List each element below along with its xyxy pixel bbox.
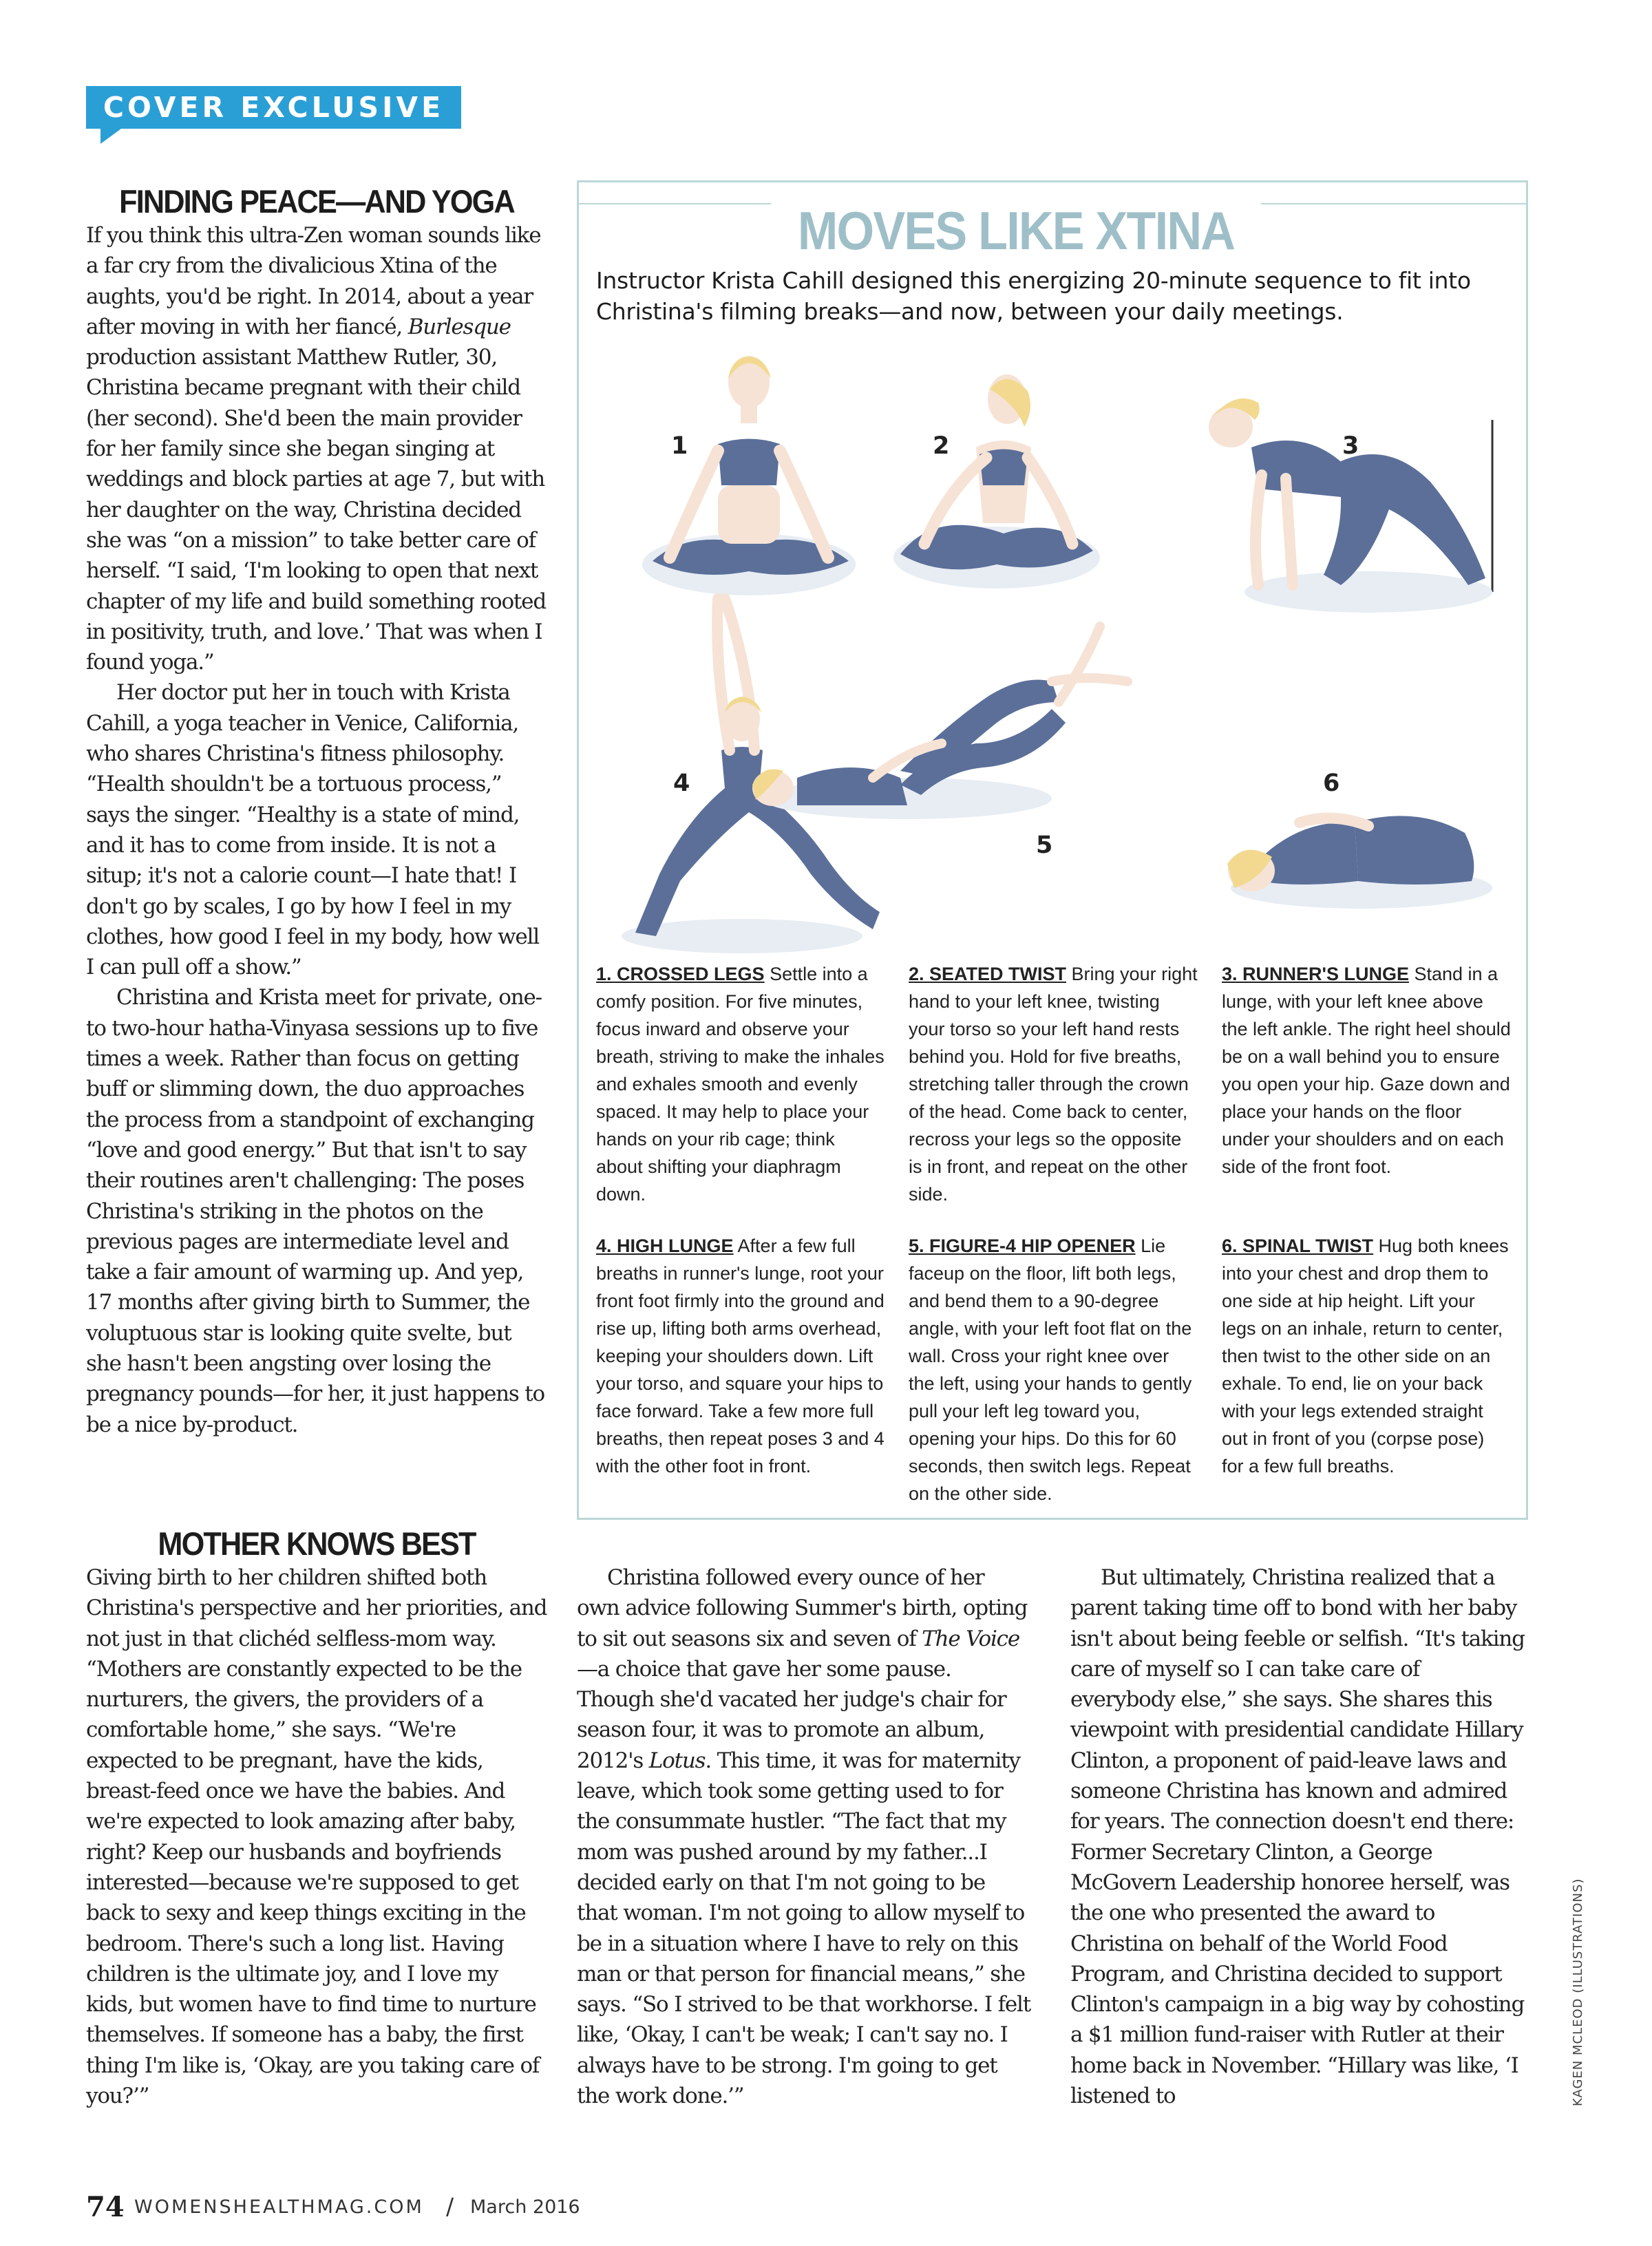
article-column-3: [1070, 1562, 1528, 2111]
paragraph-1: If you think this ultra-Zen woman sounds like a far cry from the divalicious Xtina of the aughts, you'd be right. In 2014, about a year after moving in with her fiancé, Burlesque production assistant Matthew Rutler, 30, Christina became pregnant with their child (her second). She'd been the main provider for her family since she began singing at weddings and block parties at age 7, but with her daughter on the way, Christina decided she was “on a mission” to take better care of herself. “I said, ‘I'm looking to open that next chapter of my life and build something rooted in positivity, truth, and love.’ That was when I found yoga.”: [86, 223, 546, 675]
paragraph-4: Giving birth to her children shifted both Christina's perspective and her priorities, and not just in that clichéd selfless-mom way. “Mothers are constantly expected to be the nurturers, the givers, the providers of a comfortable home,” she says. “We're expected to be pregnant, have the kids, breast-feed once we have the babies. And we're expected to look amazing after baby, right? Keep our husbands and boyfriends interested—because we're supposed to get back to sexy and keep things exciting in the bedroom. There's such a long list. Having children is the ultimate joy, and I love my kids, but women have to find time to nurture themselves. If someone has a baby, the first thing I'm like is, ‘Okay, are you taking care of you?’”: [86, 1565, 547, 2109]
sidebar-rule: [1261, 203, 1528, 204]
instruction-5: 5. FIGURE-4 HIP OPENER Lie faceup on the floor, lift both legs, and bend them to a 90-degree angle, with your left foot flat on the wall. Cross your right knee over the left, using your hands to gently pull your left leg toward you, opening your hips. Do this for 60 seconds, then switch legs. Repeat on the other side.: [909, 1236, 1192, 1504]
illustration-credit: KAGEN MCLEOD (ILLUSTRATIONS): [1571, 1878, 1585, 2106]
article-column-2: [577, 1562, 1031, 2111]
paragraph-2: Her doctor put her in touch with Krista Cahill, a yoga teacher in Venice, California, who shares Christina's fitness philosophy. “Health shouldn't be a tortuous process,” says the singer. “Healthy is a state of mind, and it has to come from inside. It is not a situp; it's not a calorie count—I hate that! I don't go by scales, I go by how I feel in my clothes, how good I feel in my body, how well I can pull off a show.”: [86, 680, 539, 980]
pose-6-illustration: [1227, 816, 1492, 909]
pose-number-1: 1: [671, 432, 688, 460]
pose-number-2: 2: [933, 432, 950, 460]
page-number: 74: [86, 2191, 125, 2223]
article-column-1-bottom: [86, 1562, 547, 2111]
instruction-3: 3. RUNNER'S LUNGE Stand in a lunge, with your left knee above the left ankle. The right heel should be on a wall behind you to ensure you open your hip. Gaze down and place your hands on the floor under your shoulders and on each side of the front foot.: [1222, 964, 1511, 1177]
instruction-6: 6. SPINAL TWIST Hug both knees into your chest and drop them to one side at hip height. Lift your legs on an inhale, return to center, then twist to the other side on an exhale. To end, lie on your back with your legs extended straight out in front of you (corpse pose) for a few full breaths.: [1222, 1236, 1509, 1476]
paragraph-5: Christina followed every ounce of her own advice following Summer's birth, opting to sit out seasons six and seven of The Voice—a choice that gave her some pause. Though she'd vacated her judge's chair for season four, it was to promote an album, 2012's Lotus. This time, it was for maternity leave, which took some getting used to for the consummate hustler. “The fact that my mom was pushed around by my father...I decided early on that I'm not going to be that woman. I'm not going to allow myself to be in a situation where I have to rely on this man or that person for financial means,” she says. “So I strived to be that workhorse. I felt like, ‘Okay, I can't be weak; I can't say no. I always have to be strong. I'm going to get the work done.’”: [577, 1565, 1031, 2109]
sidebar-title: MOVES LIKE XTINA: [797, 200, 1235, 261]
pose-3-illustration: [1209, 399, 1492, 613]
pose-2-illustration: [893, 374, 1100, 589]
paragraph-3: Christina and Krista meet for private, one- to two-hour hatha-Vinyasa sessions up to five times a week. Rather than focus on getting buff or slimming down, the duo approaches the process from a standpoint of exchanging “love and good energy.” But that isn't to say their routines aren't challenging: The poses Christina's striking in the photos on the previous pages are intermediate level and take a fair amount of warming up. And yep, 17 months after giving birth to Summer, the voluptuous star is looking quite svelte, but she hasn't been angsting over losing the pregnancy pounds—for her, it just happens to be a nice by-product.: [86, 985, 544, 1437]
pose-number-5: 5: [1036, 831, 1053, 859]
footer-separator: /: [446, 2193, 454, 2220]
sidebar-intro: Instructor Krista Cahill designed this energizing 20-minute sequence to fit into Christina's filming breaks—and now, between your daily meetings.: [596, 267, 1471, 325]
pose-number-4: 4: [673, 770, 690, 797]
paragraph-6: But ultimately, Christina realized that a parent taking time off to bond with her baby isn't about being feeble or selfish. “It's taking care of myself so I can take care of everybody else,” she says. She shares this viewpoint with presidential candidate Hillary Clinton, a proponent of paid-leave laws and someone Christina has known and admired for years. The connection doesn't end there: Former Secretary Clinton, a George McGovern Leadership honoree herself, was the one who presented the award to Christina on behalf of the World Food Program, and Christina decided to support Clinton's campaign in a big way by cohosting a $1 million fund-raiser with Rutler at their home back in November. “Hillary was like, ‘I listened to: [1070, 1565, 1525, 2109]
footer-site: WOMENSHEALTHMAG.COM: [134, 2196, 424, 2218]
heading-finding-peace: FINDING PEACE—AND YOGA: [119, 183, 514, 220]
pose-number-3: 3: [1342, 432, 1359, 460]
instruction-4: 4. HIGH LUNGE After a few full breaths in runner's lunge, root your front foot firmly into the ground and rise up, lifting both arms overhead, keeping your shoulders down. Lift your torso, and square your hips to face forward. Take a few more full breaths, then repeat poses 3 and 4 with the other foot in front.: [596, 1236, 885, 1476]
instruction-1: 1. CROSSED LEGS Settle into a comfy position. For five minutes, focus inward and observe your breath, striving to make the inhales and exhales smooth and evenly spaced. It may help to place your hands on your rib cage; think about shifting your diaphragm down.: [596, 964, 885, 1205]
heading-mother-knows-best: MOTHER KNOWS BEST: [158, 1525, 476, 1562]
pose-illustrations: [577, 337, 1528, 957]
pose-number-6: 6: [1323, 770, 1340, 797]
section-tag: COVER EXCLUSIVE: [86, 86, 461, 129]
article-column-1-top: [86, 220, 547, 1440]
pose-1-illustration: [642, 356, 856, 595]
section-tag-pointer: [100, 129, 121, 144]
instruction-2: 2. SEATED TWIST Bring your right hand to your left knee, twisting your torso so your left hand rests behind you. Hold for five breaths, stretching taller through the crown of the head. Come back to center, recross your legs so the opposite is in front, and repeat on the other side.: [909, 964, 1198, 1205]
footer-date: March 2016: [470, 2196, 580, 2218]
sidebar-rule: [577, 203, 771, 204]
pose-5-illustration: [752, 626, 1127, 819]
